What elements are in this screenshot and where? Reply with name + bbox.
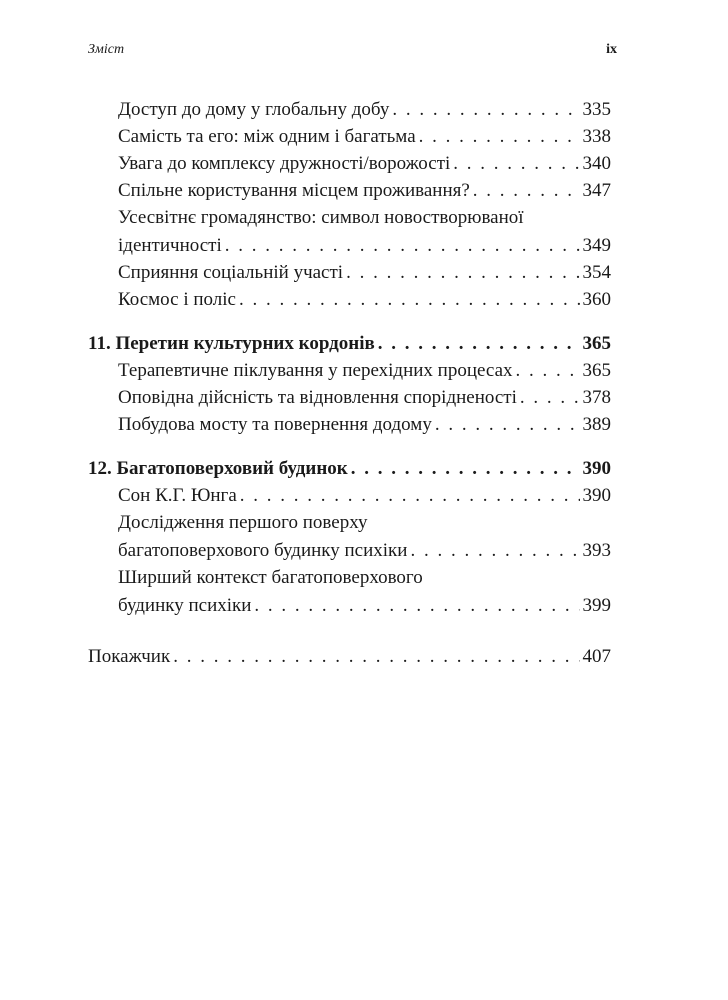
toc-leader-dots — [239, 286, 580, 313]
toc-entry-page: 389 — [582, 414, 611, 435]
section-gap — [88, 619, 611, 643]
toc-entry-page: 349 — [582, 235, 611, 256]
toc-leader-dots — [392, 96, 579, 123]
toc-leader-dots — [378, 330, 580, 357]
toc-entry-page: 335 — [582, 99, 611, 120]
toc-entry-page: 347 — [582, 180, 611, 201]
toc-leader-dots — [410, 537, 579, 564]
toc-chapter-label: 11. Перетин культурних кордонів — [88, 333, 375, 354]
running-head-page-number: ix — [606, 42, 617, 57]
toc-entry-page: 338 — [582, 126, 611, 147]
table-of-contents — [88, 96, 611, 670]
toc-entry — [88, 177, 611, 204]
toc-chapter-label: 12. Багатоповерховий будинок — [88, 458, 348, 479]
toc-entry-page: 390 — [582, 485, 611, 506]
toc-leader-dots — [240, 482, 580, 509]
toc-entry-label: Сприяння соціальній участі — [118, 262, 344, 283]
toc-entry-label: Самість та его: між одним і багатьма — [118, 126, 416, 147]
toc-entry — [88, 232, 611, 259]
toc-entry — [88, 537, 611, 564]
toc-entry-page: 399 — [582, 595, 611, 616]
toc-entry-label-line1: Дослідження першого поверху — [118, 512, 368, 533]
toc-leader-dots — [173, 643, 579, 670]
toc-leader-dots — [453, 150, 579, 177]
toc-entry — [88, 259, 611, 286]
toc-entry-label: Терапевтичне піклування у перехідних процесах — [118, 360, 513, 381]
toc-index-entry — [88, 643, 611, 670]
toc-chapter-page: 390 — [582, 458, 611, 479]
toc-leader-dots — [419, 123, 580, 150]
toc-entry-label: Космос і поліс — [118, 289, 236, 310]
toc-entry-label: багатоповерхового будинку психіки — [118, 540, 408, 561]
toc-entry-page: 407 — [582, 646, 611, 667]
toc-entry-page: 360 — [582, 289, 611, 310]
toc-leader-dots — [254, 592, 579, 619]
toc-leader-dots — [346, 259, 579, 286]
toc-entry — [88, 357, 611, 384]
toc-leader-dots — [225, 232, 580, 259]
toc-entry-page: 393 — [582, 540, 611, 561]
toc-entry-page: 354 — [582, 262, 611, 283]
toc-entry — [88, 150, 611, 177]
toc-chapter-page: 365 — [582, 333, 611, 354]
toc-leader-dots — [520, 384, 580, 411]
toc-entry-label-line1: Ширший контекст багатоповерхового — [118, 567, 423, 588]
toc-entry-first-line — [88, 564, 611, 592]
toc-leader-dots — [516, 357, 580, 384]
toc-entry-label: Оповідна дійсність та відновлення спорідненості — [118, 387, 517, 408]
toc-chapter-entry — [88, 455, 611, 482]
toc-entry — [88, 411, 611, 438]
toc-entry — [88, 96, 611, 123]
toc-chapter-entry — [88, 330, 611, 357]
toc-entry-first-line — [88, 204, 611, 232]
toc-entry-page: 378 — [582, 387, 611, 408]
toc-entry-label-line1: Усесвітнє громадянство: символ новостворюваної — [118, 207, 524, 228]
section-gap — [88, 438, 611, 455]
toc-leader-dots — [473, 177, 580, 204]
toc-entry-page: 365 — [582, 360, 611, 381]
toc-leader-dots — [435, 411, 580, 438]
running-head-title: Зміст — [88, 42, 125, 57]
section-gap — [88, 313, 611, 330]
toc-entry-label: будинку психіки — [118, 595, 252, 616]
toc-entry-first-line — [88, 509, 611, 537]
toc-entry-label: Побудова мосту та повернення додому — [118, 414, 432, 435]
running-head — [88, 42, 617, 66]
toc-entry-label: Увага до комплексу дружності/ворожості — [118, 153, 451, 174]
toc-entry-label: Спільне користування місцем проживання? — [118, 180, 470, 201]
toc-entry-label: Сон К.Г. Юнга — [118, 485, 237, 506]
toc-entry-label: Покажчик — [88, 646, 171, 667]
toc-entry-label: ідентичності — [118, 235, 222, 256]
toc-entry — [88, 482, 611, 509]
toc-entry-page: 340 — [582, 153, 611, 174]
toc-entry — [88, 592, 611, 619]
toc-entry — [88, 384, 611, 411]
toc-leader-dots — [351, 455, 580, 482]
toc-entry — [88, 123, 611, 150]
toc-entry-label: Доступ до дому у глобальну добу — [118, 99, 390, 120]
toc-entry — [88, 286, 611, 313]
